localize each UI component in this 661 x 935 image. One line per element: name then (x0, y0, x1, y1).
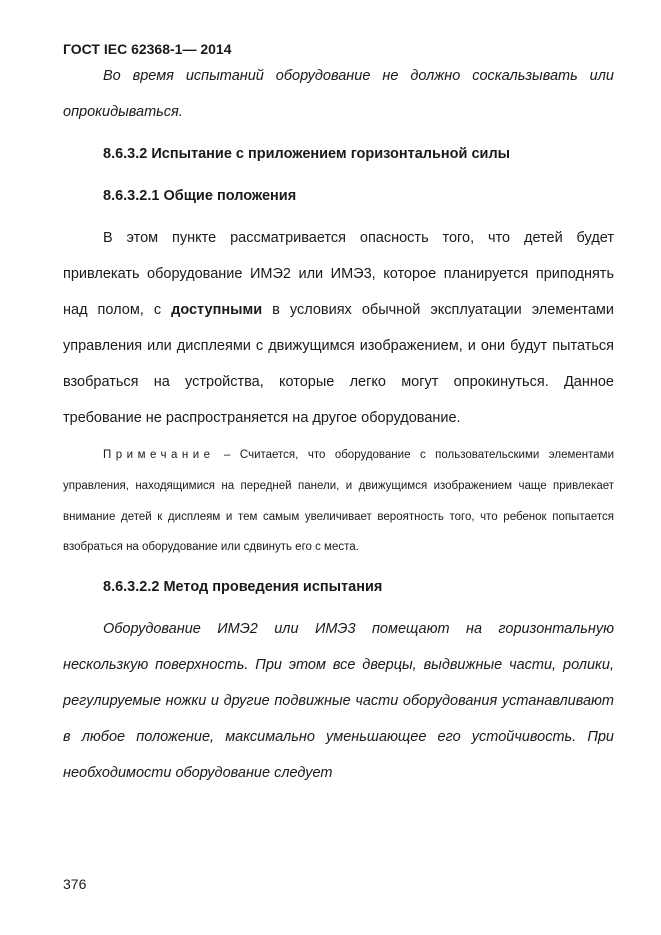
note-label: Примечание (103, 449, 215, 461)
document-header: ГОСТ IEC 62368-1— 2014 (63, 41, 232, 57)
paragraph-text-end: в условиях обычной эксплуатации элементами управления или дисплеями с движущимся изображением, и они будут пытаться взобраться на устройства, которые легко могут опрокинуться. Данное требование не распространяется на другое оборудование. (63, 302, 614, 426)
paragraph-test-stability: Во время испытаний оборудование не должно соскальзывать или опрокидываться. (63, 68, 614, 120)
term-accessible: доступными (171, 302, 263, 318)
paragraph-test-method: Оборудование ИМЭ2 или ИМЭ3 помещают на горизонтальную нескользкую поверхность. При этом все дверцы, выдвижные части, ролики, регулируемые ножки и другие подвижные части оборудования устанавливают в любое положение, максимально уменьшающее его устойчивость. При необходимости оборудование следует (63, 621, 614, 782)
page-number: 376 (63, 876, 87, 892)
document-page (63, 30, 614, 791)
note-paragraph (63, 440, 614, 563)
note-text: – Считается, что оборудование с пользовательскими элементами управления, находящимися на передней панели, и движущимся изображением чаще привлекает внимание детей к дисплеям и тем самым увеличивает вероятность того, что ребенок попытается взобраться на оборудование или сдвинуть его с места. (63, 449, 614, 554)
section-heading-8-6-3-2-2: 8.6.3.2.2 Метод проведения испытания (103, 579, 383, 596)
section-heading-8-6-3-2-1: 8.6.3.2.1 Общие положения (103, 188, 297, 204)
paragraph-general-provisions (63, 220, 614, 436)
section-heading-8-6-3-2: 8.6.3.2 Испытание с приложением горизонтальной силы (103, 146, 511, 162)
paragraph-text-start: В этом пункте рассматривается опасность того, что детей будет привлекать оборудование ИМЭ2 или ИМЭ3, которое планируется приподнять над полом, с (63, 230, 614, 318)
